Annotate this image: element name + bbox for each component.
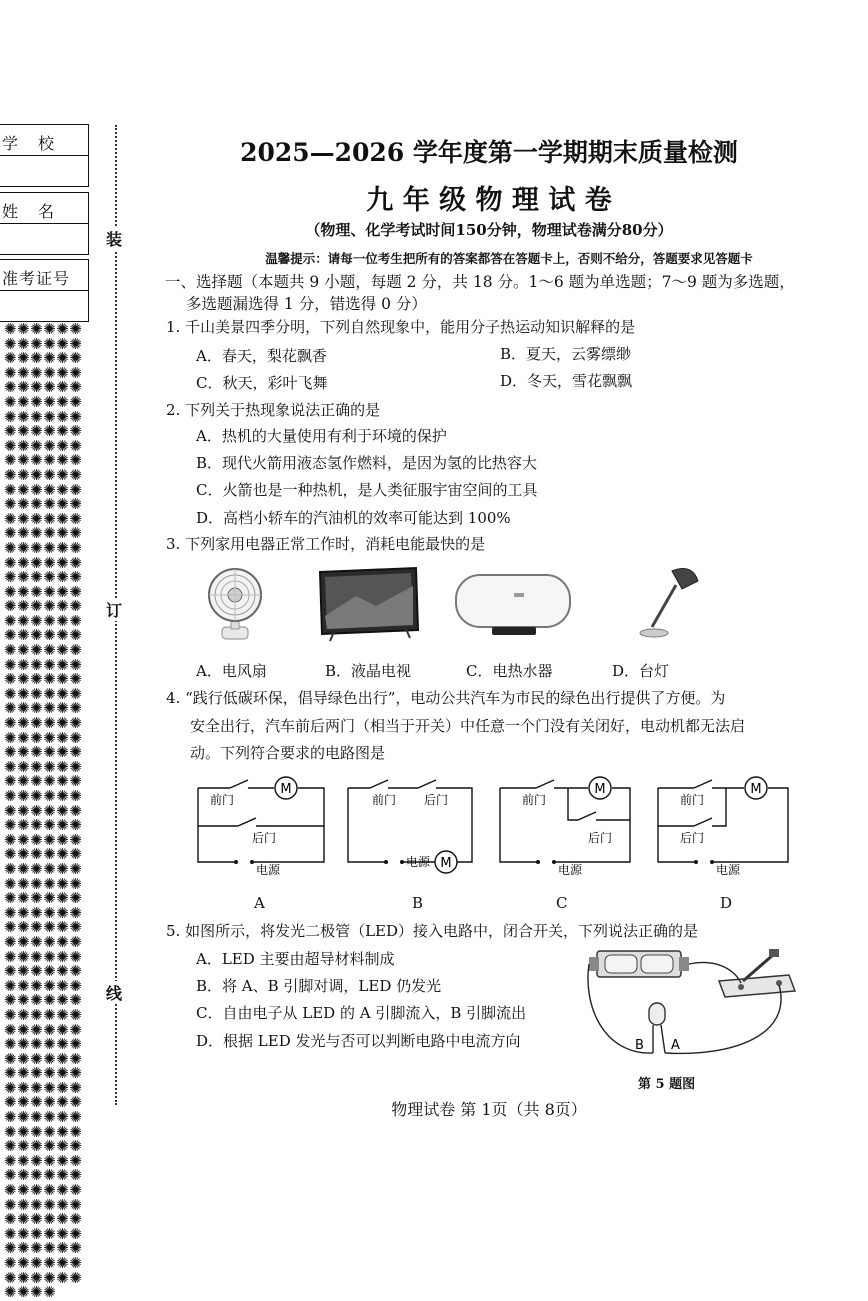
circuit-c-front-door: 前门	[522, 793, 547, 807]
circuit-c	[492, 770, 637, 880]
circuit-b-motor: M	[440, 856, 452, 871]
q1-option-c: C．秋天，彩叶飞舞	[196, 374, 328, 392]
q5-option-a: A．LED 主要由超导材料制成	[196, 950, 395, 968]
decorative-pattern: ✺✺✺✺✺✺✺✺✺✺✺✺✺✺✺✺✺✺✺✺✺✺✺✺✺✺✺✺✺✺✺✺✺✺✺✺✺✺✺✺✺✺✺✺✺✺✺✺✺✺✺✺✺✺✺✺✺✺✺✺✺✺✺✺✺✺✺✺✺✺✺✺✺✺✺✺✺✺✺✺✺✺✺✺✺✺✺✺✺✺✺✺✺✺✺✺✺✺✺✺✺✺✺✺✺✺✺✺✺✺✺✺✺✺✺✺✺✺✺✺✺✺✺✺✺✺✺✺✺✺✺✺✺✺✺✺✺✺✺✺✺✺✺✺✺✺✺✺✺✺✺✺✺✺✺✺✺✺✺✺✺✺✺✺✺✺✺✺✺✺✺✺✺✺✺✺✺✺✺✺✺✺✺✺✺✺✺✺✺✺✺✺✺✺✺✺✺✺✺✺✺✺✺✺✺✺✺✺✺✺✺✺✺✺✺✺✺✺✺✺✺✺✺✺✺✺✺✺✺✺✺✺✺✺✺✺✺✺✺✺✺✺✺✺✺✺✺✺✺✺✺✺✺✺✺✺✺✺✺✺✺✺✺✺✺✺✺✺✺✺✺✺✺✺✺✺✺✺✺✺✺✺✺✺✺✺✺✺✺✺✺✺✺✺✺✺✺✺✺✺✺✺✺✺✺✺✺✺✺✺✺✺✺✺✺✺✺✺✺✺✺✺✺✺✺✺✺✺✺✺✺✺✺✺✺✺✺✺✺✺✺✺✺✺✺✺✺✺✺✺✺✺✺✺✺✺✺✺✺✺✺✺✺✺✺✺✺✺✺✺✺✺✺✺✺✺✺✺✺✺✺✺✺✺✺✺✺✺✺✺✺✺✺✺✺✺✺✺✺✺	[4, 320, 83, 1301]
circuit-label-a: A	[254, 894, 265, 912]
q1-stem: 1. 千山美景四季分明，下列自然现象中，能用分子热运动知识解释的是	[166, 318, 636, 336]
q1-option-d: D．冬天，雪花飘飘	[500, 372, 633, 390]
q2-option-b: B．现代火箭用液态氢作燃料，是因为氢的比热容大	[196, 454, 538, 472]
exam-time-note: （物理、化学考试时间150分钟，物理试卷满分80分）	[305, 221, 673, 239]
q5-stem: 5. 如图所示，将发光二极管（LED）接入电路中，闭合开关，下列说法正确的是	[166, 922, 699, 940]
circuit-label-c: C	[556, 894, 568, 912]
circuit-c-power: 电源	[558, 863, 583, 877]
binding-char-ding: 订	[106, 598, 122, 621]
exam-tip: 温馨提示：请每一位考生把所有的答案都答在答题卡上，否则不给分，答题要求见答题卡	[265, 251, 753, 266]
q4-stem-line2: 安全出行，汽车前后两门（相当于开关）中任意一个门没有关闭好，电动机都无法启	[190, 717, 746, 735]
lcd-tv-image	[316, 566, 422, 644]
circuit-d-back-door: 后门	[680, 831, 705, 845]
binding-char-zhuang: 装	[106, 227, 122, 250]
section1-heading-line2: 多选题漏选得 1 分，错选得 0 分）	[186, 295, 427, 313]
circuit-b-back-door: 后门	[424, 793, 449, 807]
circuit-label-b: B	[412, 894, 424, 912]
circuit-label-d: D	[720, 894, 733, 912]
q2-option-d: D．高档小轿车的汽油机的效率可能达到 100%	[196, 509, 511, 527]
q4-stem-line3: 动。下列符合要求的电路图是	[190, 744, 386, 762]
q4-stem-line1: 4. “践行低碳环保，倡导绿色出行”，电动公共汽车为市民的绿色出行提供了方便。为	[166, 689, 726, 707]
circuit-b	[340, 770, 480, 880]
q2-stem: 2. 下列关于热现象说法正确的是	[166, 401, 381, 419]
circuit-a-back-door: 后门	[252, 831, 277, 845]
section1-heading-line1: 一、选择题（本题共 9 小题，每题 2 分，共 18 分。1～6 题为单选题；7～9 题为多选题，	[165, 273, 795, 291]
circuit-d-front-door: 前门	[680, 793, 705, 807]
q5-option-c: C．自由电子从 LED 的 A 引脚流入，B 引脚流出	[196, 1004, 527, 1022]
q3-option-c: C．电热水器	[466, 662, 553, 680]
q2-option-c: C．火箭也是一种热机，是人类征服宇宙空间的工具	[196, 481, 538, 499]
electric-fan-image	[200, 565, 270, 643]
circuit-a-power: 电源	[256, 863, 281, 877]
water-heater-image	[452, 571, 574, 639]
led-pin-a-label: A	[671, 1038, 680, 1053]
circuit-d-motor: M	[750, 782, 762, 797]
page-footer: 物理试卷 第 1页（共 8页）	[391, 1100, 587, 1119]
circuit-d-power: 电源	[716, 863, 741, 877]
q3-option-a: A．电风扇	[196, 662, 267, 680]
circuit-d	[650, 770, 795, 880]
circuit-a	[190, 770, 330, 880]
exam-id-label: 准考证号	[2, 269, 71, 288]
circuit-a-motor: M	[280, 782, 292, 797]
q3-option-d: D．台灯	[612, 662, 670, 680]
name-label: 姓 名	[2, 202, 57, 221]
circuit-b-front-door: 前门	[372, 793, 397, 807]
q5-option-d: D．根据 LED 发光与否可以判断电路中电流方向	[196, 1032, 521, 1050]
q5-figure-caption: 第 5 题图	[638, 1077, 696, 1092]
q3-stem: 3. 下列家用电器正常工作时，消耗电能最快的是	[166, 535, 486, 553]
desk-lamp-image	[632, 563, 702, 641]
exam-id-field-input-box[interactable]	[0, 290, 89, 322]
q1-option-b: B．夏天，云雾缥缈	[500, 345, 632, 363]
circuit-c-motor: M	[594, 782, 606, 797]
school-label: 学 校	[2, 134, 57, 153]
q3-option-b: B．液晶电视	[325, 662, 412, 680]
circuit-b-power: 电源	[406, 855, 431, 869]
exam-subtitle: 九 年 级 物 理 试 卷	[366, 185, 612, 216]
q5-option-b: B．将 A、B 引脚对调，LED 仍发光	[196, 977, 442, 995]
q2-option-a: A．热机的大量使用有利于环境的保护	[196, 427, 447, 445]
q1-option-a: A．春天，梨花飘香	[196, 347, 327, 365]
circuit-c-back-door: 后门	[588, 831, 613, 845]
exam-title: 2025—2026 学年度第一学期期末质量检测	[240, 138, 738, 167]
led-pin-b-label: B	[635, 1038, 644, 1053]
circuit-a-front-door: 前门	[210, 793, 235, 807]
binding-char-xian: 线	[106, 981, 122, 1004]
q5-led-circuit-figure	[583, 945, 798, 1070]
